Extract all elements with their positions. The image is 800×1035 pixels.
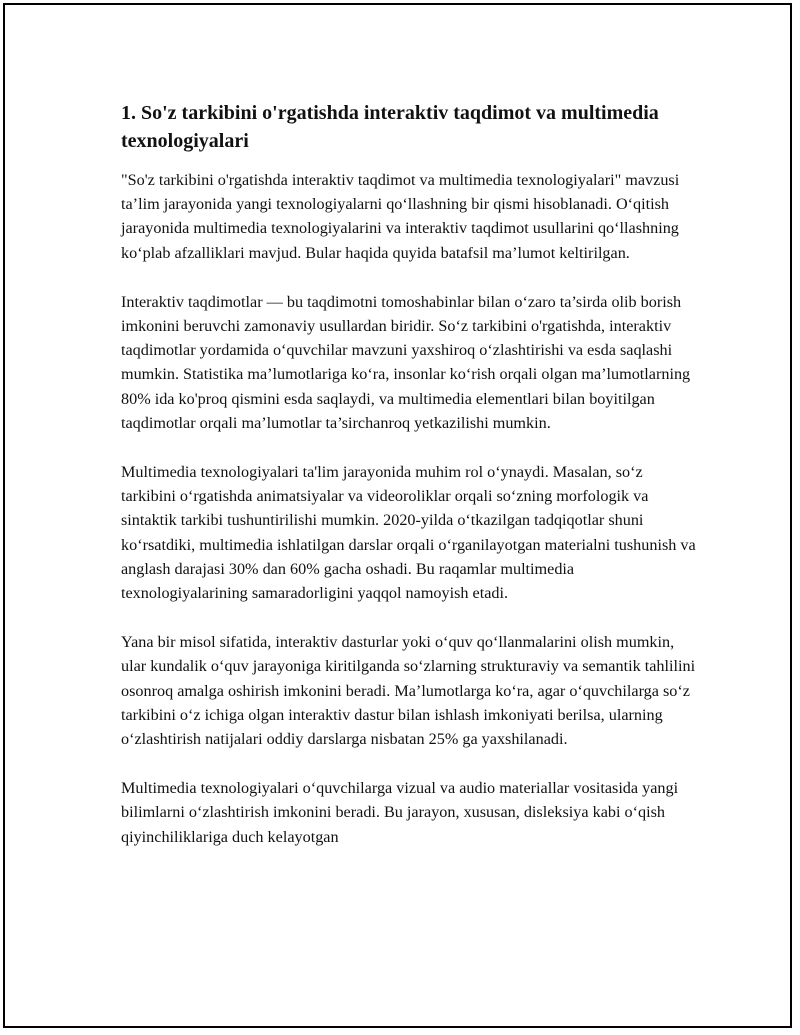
paragraph-4: Yana bir misol sifatida, interaktiv dasturlar yoki o‘quv qo‘llanmalarini olish mumkin, ular kundalik o‘quv jarayoniga kiritilganda so‘zlarning strukturaviy va semantik tahlilini osonroq amalga oshirish imkonini beradi. Ma’lumotlarga ko‘ra, agar o‘quvchilarga so‘z tarkibini o‘z ichiga olgan interaktiv dastur bilan ishlash imkoniyati berilsa, ularning o‘zlashtirish natijalari oddiy darslarga nisbatan 25% ga yaxshilanadi.	[121, 633, 696, 749]
document-page	[3, 3, 792, 1028]
document-body	[121, 99, 701, 874]
paragraph-1: "So'z tarkibini o'rgatishda interaktiv taqdimot va multimedia texnologiyalari" mavzusi ta’lim jarayonida yangi texnologiyalarni qo‘llashning bir qismi hisoblanadi. O‘qitish jarayonida multimedia texnologiyalarini va interaktiv taqdimot usullarini qo‘llashning ko‘plab afzalliklari mavjud. Bular haqida quyida batafsil ma’lumot keltirilgan.	[121, 171, 680, 262]
paragraph-3: Multimedia texnologiyalari ta'lim jarayonida muhim rol o‘ynaydi. Masalan, so‘z tarkibini o‘rgatishda animatsiyalar va videoroliklar orqali so‘zning morfologik va sintaktik tarkibi tushuntirilishi mumkin. 2020-yilda o‘tkazilgan tadqiqotlar shuni ko‘rsatdiki, multimedia ishlatilgan darslar orqali o‘rganilayotgan materialni tushunish va anglash darajasi 30% dan 60% gacha oshadi. Bu raqamlar multimedia texnologiyalarining samaradorligini yaqqol namoyish etadi.	[121, 463, 696, 603]
section-heading: 1. So'z tarkibini o'rgatishda interaktiv taqdimot va multimedia texnologiyalari	[121, 102, 659, 152]
paragraph-2: Interaktiv taqdimotlar — bu taqdimotni tomoshabinlar bilan o‘zaro ta’sirda olib borish imkonini beruvchi zamonaviy usullardan biridir. So‘z tarkibini o'rgatishda, interaktiv taqdimotlar yordamida o‘quvchilar mavzuni yaxshiroq o‘zlashtirishi va esda saqlashi mumkin. Statistika ma’lumotlariga ko‘ra, insonlar ko‘rish orqali olgan ma’lumotlarning 80% ida ko'proq qismini esda saqlaydi, va multimedia elementlari bilan boyitilgan taqdimotlar orqali ma’lumotlar ta’sirchanroq yetkazilishi mumkin.	[121, 292, 691, 432]
paragraph-5: Multimedia texnologiyalari o‘quvchilarga vizual va audio materiallar vositasida yangi bilimlarni o‘zlashtirish imkonini beradi. Bu jarayon, xususan, disleksiya kabi o‘qish qiyinchiliklariga duch kelayotgan	[121, 779, 679, 846]
